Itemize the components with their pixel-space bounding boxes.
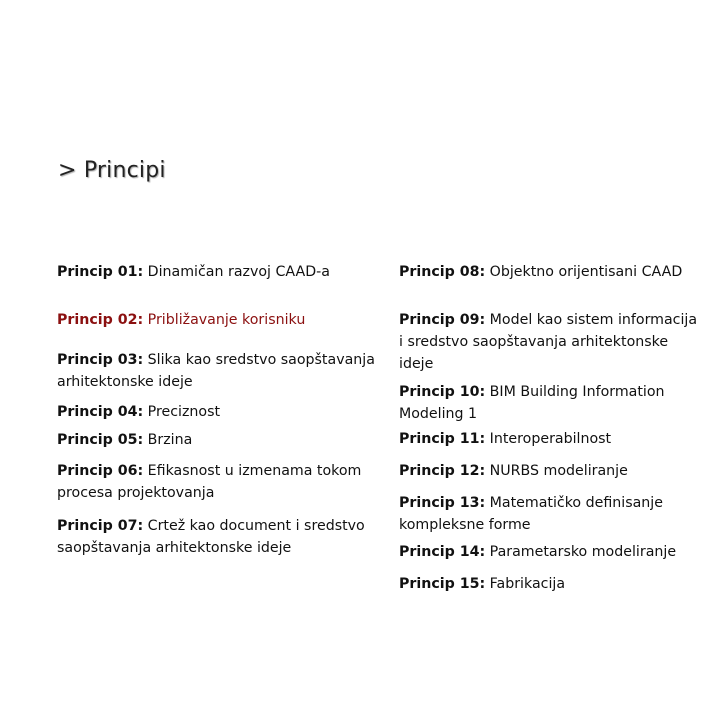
principle-label: Princip 02: — [57, 312, 144, 328]
principle-text: Približavanje korisniku — [147, 312, 306, 328]
principle-label: Princip 14: — [399, 544, 486, 560]
principle-item-03 — [57, 349, 377, 393]
principle-label: Princip 08: — [399, 264, 486, 280]
principle-item-13 — [399, 492, 699, 536]
principle-text: BIM Building Information Modeling 1 — [399, 384, 665, 422]
principle-item-15 — [399, 573, 699, 595]
principle-item-11 — [399, 428, 699, 450]
principle-text: Interoperabilnost — [489, 431, 612, 447]
principle-text: Dinamičan razvoj CAAD-a — [147, 264, 330, 280]
principle-text: NURBS modeliranje — [489, 463, 628, 479]
principle-item-08 — [399, 261, 699, 283]
principle-item-10 — [399, 381, 699, 425]
principle-label: Princip 04: — [57, 404, 144, 420]
principle-label: Princip 10: — [399, 384, 486, 400]
principle-item-06 — [57, 460, 377, 504]
principle-label: Princip 15: — [399, 576, 486, 592]
principle-item-01 — [57, 261, 377, 283]
principle-label: Princip 07: — [57, 518, 144, 534]
principle-text: Matematičko definisanje kompleksne forme — [399, 495, 663, 533]
principle-text: Fabrikacija — [489, 576, 566, 592]
principle-item-09 — [399, 309, 699, 375]
principle-item-02 — [57, 309, 377, 331]
principle-label: Princip 11: — [399, 431, 486, 447]
principle-text: Slika kao sredstvo saopštavanja arhitektonske ideje — [57, 352, 375, 390]
principle-item-04 — [57, 401, 377, 423]
principle-item-07 — [57, 515, 377, 559]
principle-label: Princip 09: — [399, 312, 486, 328]
principle-text: Model kao sistem informacija i sredstvo saopštavanja arhitektonske ideje — [399, 312, 698, 372]
principle-label: Princip 06: — [57, 463, 144, 479]
principle-text: Preciznost — [147, 404, 221, 420]
principle-label: Princip 05: — [57, 432, 144, 448]
principle-item-12 — [399, 460, 699, 482]
principle-item-05 — [57, 429, 377, 451]
principle-text: Efikasnost u izmenama tokom procesa projektovanja — [57, 463, 362, 501]
principle-label: Princip 03: — [57, 352, 144, 368]
principle-text: Crtež kao document i sredstvo saopštavanja arhitektonske ideje — [57, 518, 365, 556]
principle-item-14 — [399, 541, 699, 563]
principle-text: Brzina — [147, 432, 193, 448]
principle-text: Parametarsko modeliranje — [489, 544, 677, 560]
principle-text: Objektno orijentisani CAAD — [489, 264, 683, 280]
principle-label: Princip 01: — [57, 264, 144, 280]
principle-label: Princip 13: — [399, 495, 486, 511]
principle-label: Princip 12: — [399, 463, 486, 479]
page-title: > Principi — [58, 158, 166, 183]
